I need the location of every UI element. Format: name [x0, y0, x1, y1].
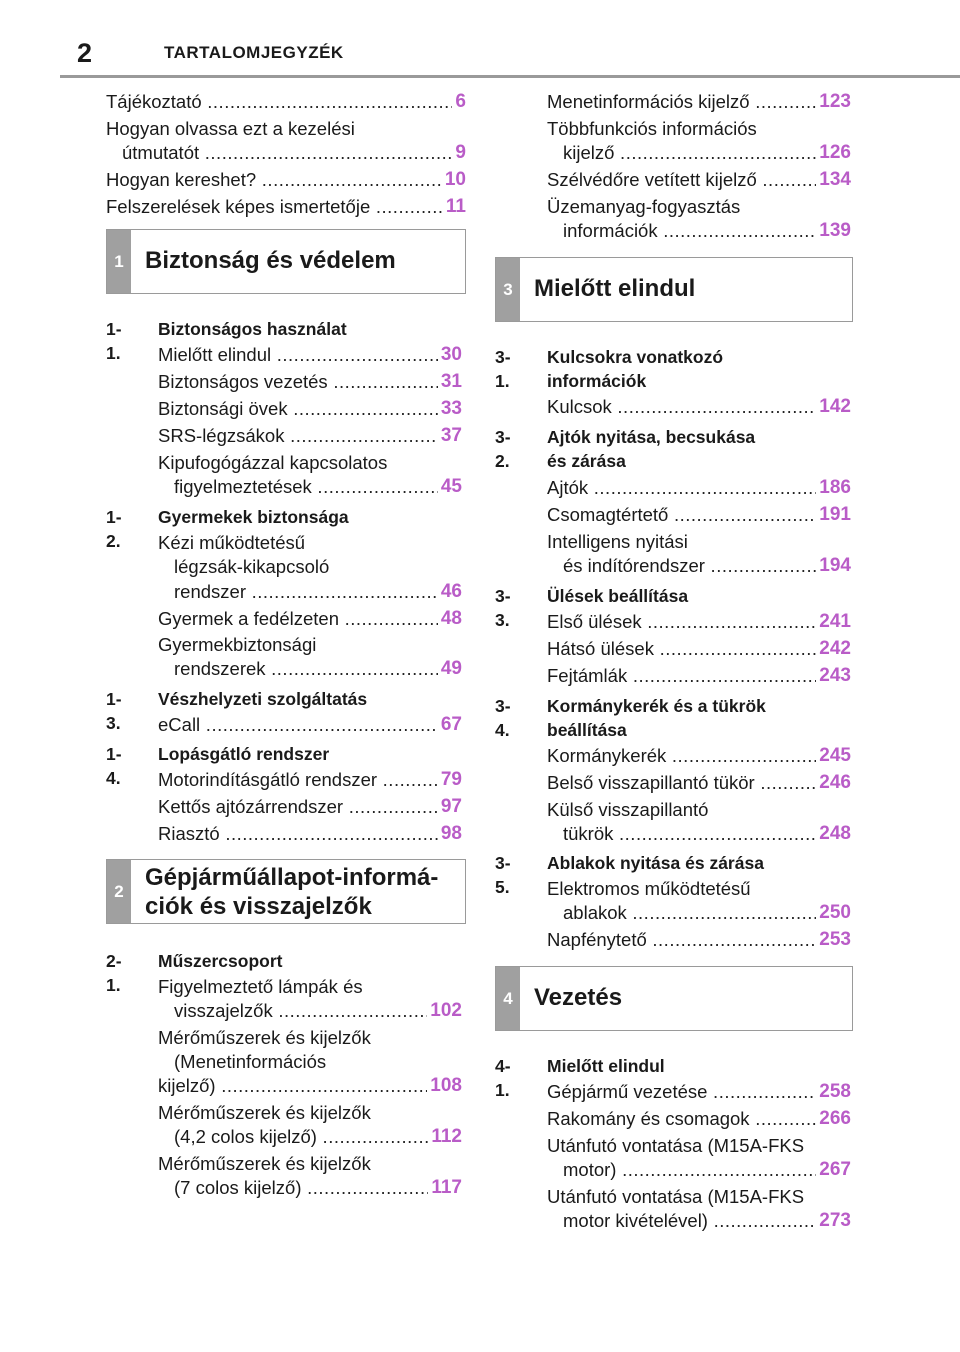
page-ref: 194 — [816, 554, 851, 578]
toc-entry-line: Kipufogógázzal kapcsolatos — [158, 452, 388, 473]
page-ref: 253 — [816, 928, 851, 952]
page-ref: 250 — [816, 901, 851, 925]
chapter-number: 4 — [496, 967, 520, 1030]
page-ref: 273 — [816, 1209, 851, 1233]
page-ref: 248 — [816, 822, 851, 846]
toc-entry-line: Hogyan olvassa ezt a kezelési — [106, 118, 355, 139]
page-ref: 186 — [816, 476, 851, 500]
page-ref: 10 — [442, 168, 466, 192]
chapter-title: Mielőtt elindul — [534, 275, 696, 302]
page-ref: 134 — [816, 168, 851, 192]
toc-entry-line: Elektromos működtetésű — [547, 878, 751, 899]
toc-entry-line: Külső visszapillantó — [547, 799, 709, 820]
page-ref: 123 — [816, 90, 851, 114]
header-rule — [60, 75, 960, 78]
page-ref: 6 — [452, 90, 466, 114]
page-ref: 9 — [452, 141, 466, 165]
page-ref: 67 — [438, 713, 462, 737]
page-ref: 30 — [438, 343, 462, 367]
page-ref: 49 — [438, 657, 462, 681]
page-ref: 102 — [427, 999, 462, 1023]
page-ref: 142 — [816, 395, 851, 419]
page-ref: 242 — [816, 637, 851, 661]
chapter-title-line2: ciók és visszajelzők — [145, 893, 372, 920]
chapter-box-3[interactable] — [495, 257, 853, 322]
page-ref: 98 — [438, 822, 462, 846]
page-ref: 108 — [427, 1074, 462, 1098]
page-ref: 266 — [816, 1107, 851, 1131]
page-ref: 11 — [443, 195, 466, 219]
chapter-box-4[interactable] — [495, 966, 853, 1031]
page-ref: 267 — [816, 1158, 851, 1182]
toc-entry-line: Üzemanyag-fogyasztás — [547, 196, 741, 217]
section-heading-line2: és zárása — [547, 451, 626, 471]
toc-entry-line: Intelligens nyitási — [547, 531, 688, 552]
toc-entry-line: Mérőműszerek és kijelzők — [158, 1027, 371, 1048]
toc-entry-line: Figyelmeztető lámpák és — [158, 976, 363, 997]
toc-entry-line: (Menetinformációs — [174, 1051, 327, 1072]
toc-entry-line: Kézi működtetésű — [158, 532, 306, 553]
page-ref: 45 — [438, 475, 462, 499]
toc-entry-line: Többfunkciós információs — [547, 118, 757, 139]
chapter-box-2[interactable] — [106, 859, 466, 924]
section-heading-line2: információk — [547, 371, 647, 391]
page-ref: 117 — [428, 1176, 462, 1200]
page-ref: 245 — [816, 744, 851, 768]
page-title: TARTALOMJEGYZÉK — [164, 43, 344, 62]
page-ref: 46 — [438, 580, 462, 604]
toc-entry-line: Utánfutó vontatása (M15A-FKS — [547, 1186, 805, 1207]
chapter-title: Gépjárműállapot-informá- — [145, 864, 439, 891]
page-ref: 246 — [816, 771, 851, 795]
chapter-box-1[interactable] — [106, 229, 466, 294]
chapter-title: Vezetés — [534, 984, 623, 1011]
toc-entry-line: Mérőműszerek és kijelzők — [158, 1102, 371, 1123]
page-ref: 191 — [816, 503, 851, 527]
page-ref: 48 — [438, 607, 462, 631]
page-ref: 126 — [816, 141, 851, 165]
page-ref: 37 — [438, 424, 462, 448]
page-ref: 243 — [816, 664, 851, 688]
toc-entry-line: légzsák-kikapcsoló — [174, 556, 330, 577]
chapter-number: 1 — [107, 230, 131, 293]
page-ref: 79 — [438, 768, 462, 792]
section-heading-line2: beállítása — [547, 720, 627, 740]
page-ref: 33 — [438, 397, 462, 421]
page-ref: 112 — [428, 1125, 462, 1149]
page-header — [0, 0, 960, 80]
chapter-number: 3 — [496, 258, 520, 321]
page-number: 2 — [77, 38, 93, 68]
page-ref: 31 — [438, 370, 462, 394]
page-ref: 258 — [816, 1080, 851, 1104]
chapter-title: Biztonság és védelem — [145, 247, 396, 274]
toc-entry-line: Mérőműszerek és kijelzők — [158, 1153, 371, 1174]
page-ref: 97 — [438, 795, 462, 819]
toc-entry-line: Gyermekbiztonsági — [158, 634, 317, 655]
chapter-number: 2 — [107, 860, 131, 923]
page-ref: 139 — [816, 219, 851, 243]
page-ref: 241 — [816, 610, 851, 634]
toc-entry-line: Utánfutó vontatása (M15A-FKS — [547, 1135, 805, 1156]
